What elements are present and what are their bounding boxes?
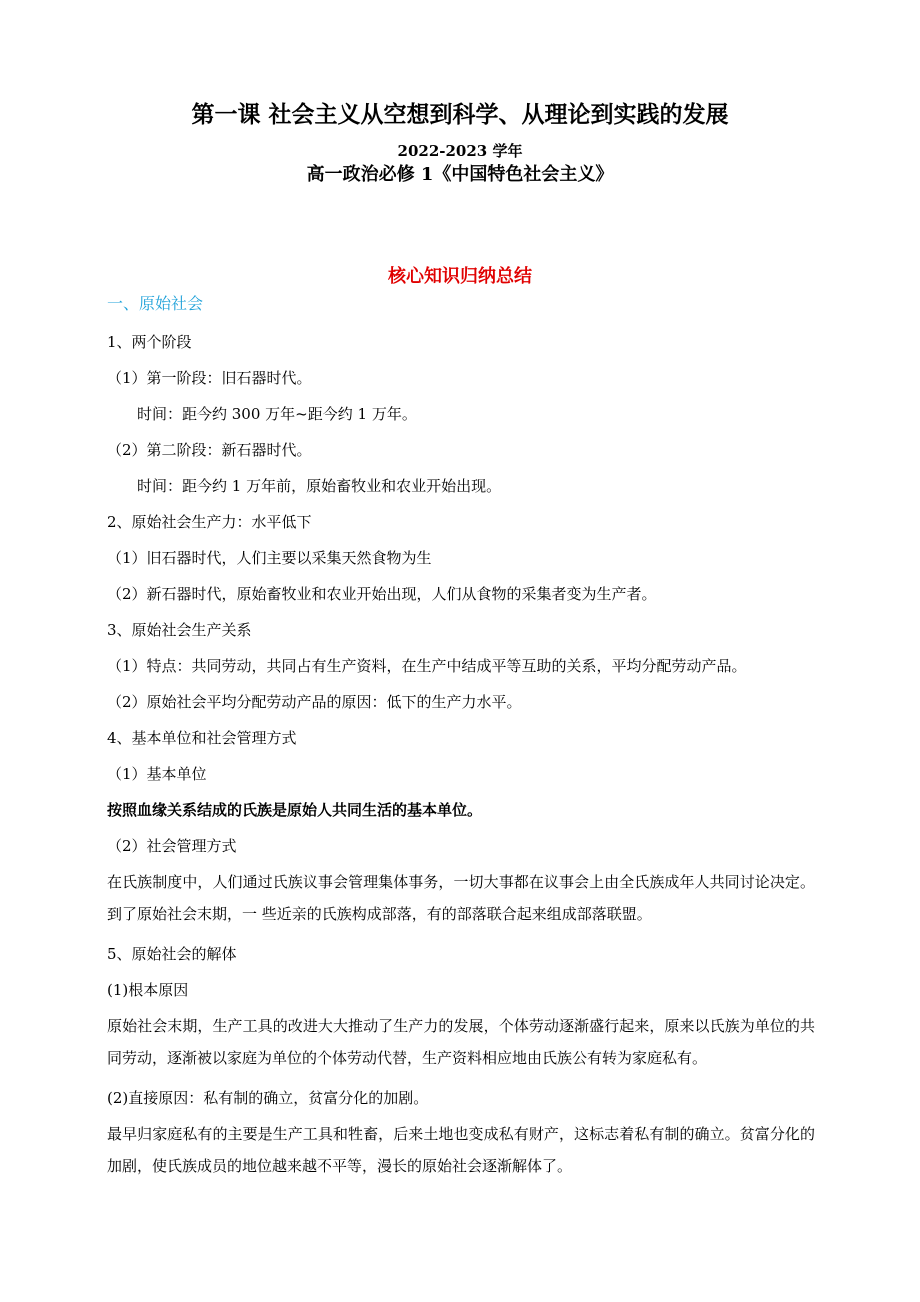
heading-dissolution: 5、原始社会的解体 (107, 945, 237, 963)
root-cause-text: 原始社会末期，生产工具的改进大大推动了生产力的发展，个体劳动逐渐盛行起来，原来以氏族为单位的共同劳动，逐渐被以家庭为单位的个体劳动代替，生产资料相应地由氏族公有转为家庭私有。 (107, 1017, 815, 1067)
basic-unit-label: （1）基本单位 (107, 765, 207, 783)
root-cause-label: (1)根本原因 (107, 981, 189, 999)
heading-productivity: 2、原始社会生产力：水平低下 (107, 513, 312, 531)
section-heading-primitive-society: 一、原始社会 (107, 294, 204, 313)
lesson-title: 第一课 社会主义从空想到科学、从理论到实践的发展 (191, 101, 729, 128)
relations-item-2: （2）原始社会平均分配劳动产品的原因：低下的生产力水平。 (107, 693, 522, 711)
heading-unit-management: 4、基本单位和社会管理方式 (107, 729, 297, 747)
stage-two-time: 时间：距今约 1 万年前，原始畜牧业和农业开始出现。 (137, 477, 502, 495)
productivity-item-2: （2）新石器时代，原始畜牧业和农业开始出现，人们从食物的采集者变为生产者。 (107, 585, 657, 603)
summary-heading: 核心知识归纳总结 (388, 266, 532, 287)
direct-cause-label: (2)直接原因：私有制的确立，贫富分化的加剧。 (107, 1089, 429, 1107)
heading-relations: 3、原始社会生产关系 (107, 621, 252, 639)
heading-two-stages: 1、两个阶段 (107, 333, 192, 351)
stage-one: （1）第一阶段：旧石器时代。 (107, 369, 312, 387)
management-label: （2）社会管理方式 (107, 837, 237, 855)
management-text: 在氏族制度中，人们通过氏族议事会管理集体事务，一切大事都在议事会上由全氏族成年人共同讨论决定。到了原始社会末期，一 些近亲的氏族构成部落，有的部落联合起来组成部落联盟。 (107, 873, 815, 923)
basic-unit-text: 按照血缘关系结成的氏族是原始人共同生活的基本单位。 (107, 801, 483, 819)
stage-two: （2）第二阶段：新石器时代。 (107, 441, 312, 459)
stage-one-time: 时间：距今约 300 万年~距今约 1 万年。 (137, 405, 417, 423)
relations-item-1: （1）特点：共同劳动，共同占有生产资料，在生产中结成平等互助的关系，平均分配劳动产品。 (107, 657, 747, 675)
school-year: 2022-2023 学年 (397, 142, 523, 160)
course-title: 高一政治必修 1《中国特色社会主义》 (306, 164, 614, 185)
direct-cause-text: 最早归家庭私有的主要是生产工具和牲畜，后来土地也变成私有财产，这标志着私有制的确立。贫富分化的加剧，使氏族成员的地位越来越不平等，漫长的原始社会逐渐解体了。 (107, 1125, 815, 1175)
productivity-item-1: （1）旧石器时代，人们主要以采集天然食物为生 (107, 549, 432, 567)
